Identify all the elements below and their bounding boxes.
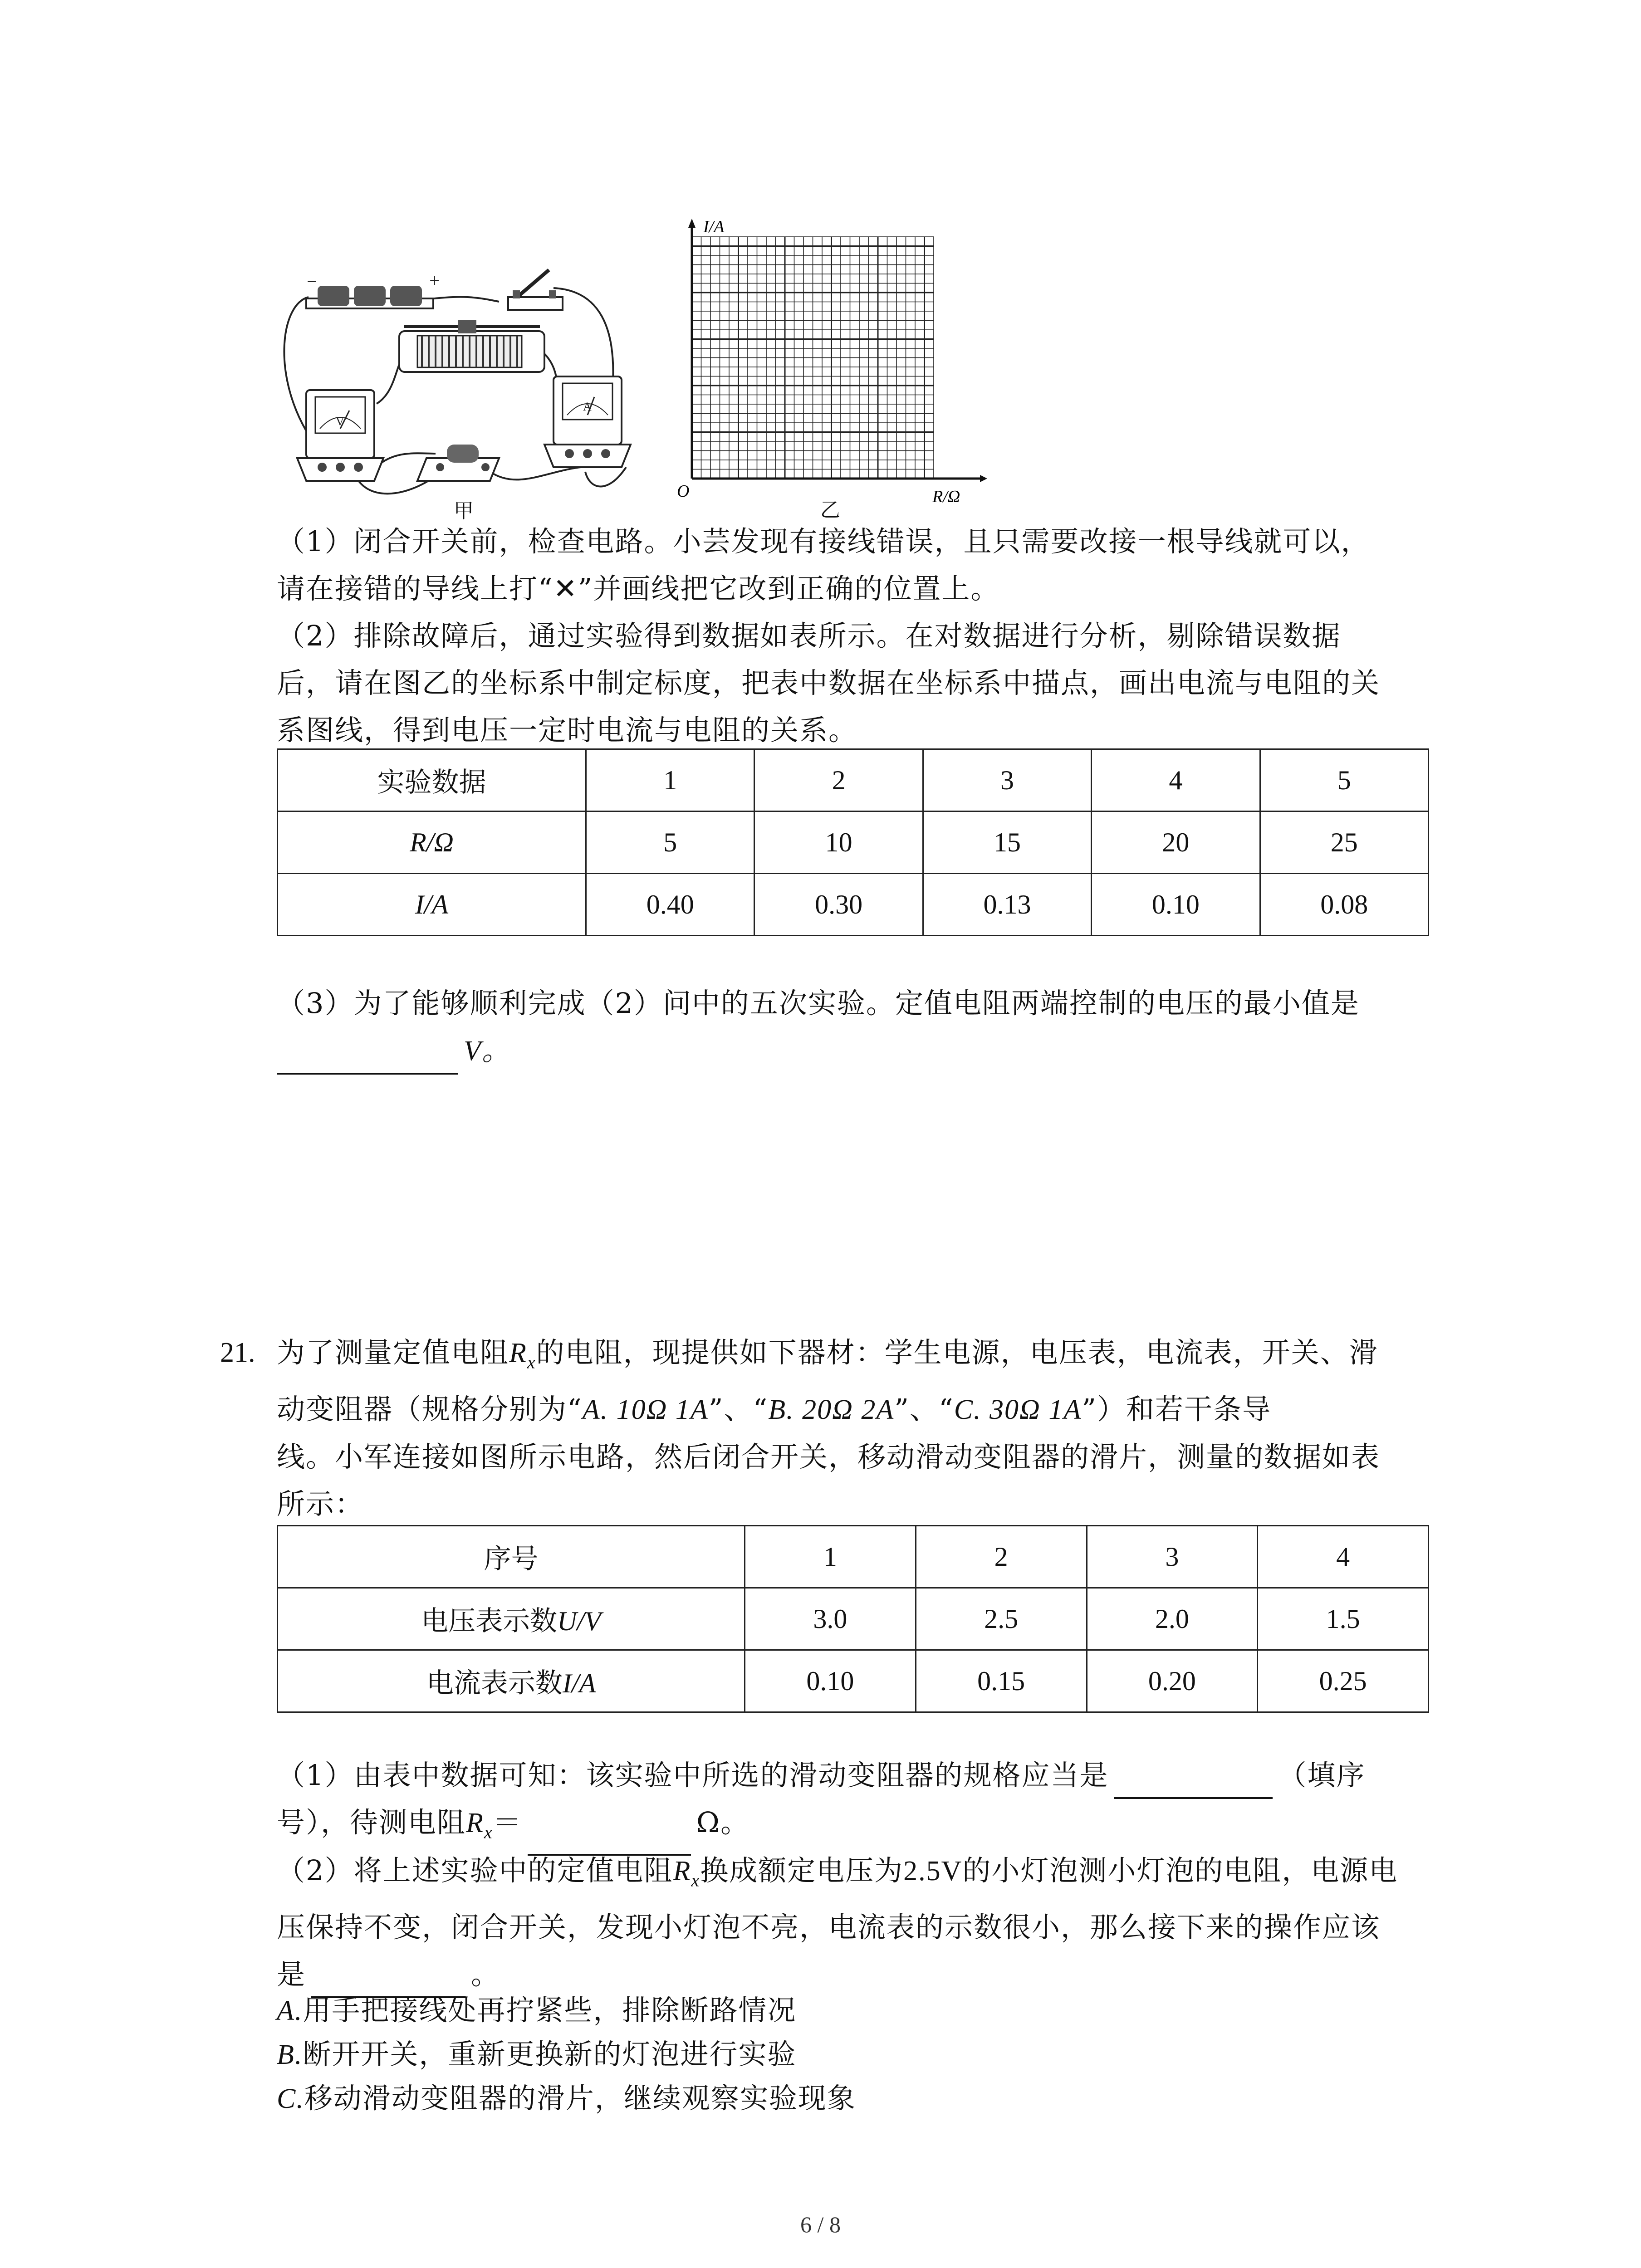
rated-voltage: 2.5V [903,1856,963,1887]
page-number: 6 / 8 [800,2212,841,2237]
x-axis-arrow [980,475,987,482]
q20-part3 [277,980,1443,1075]
q21-part1-text: （1）由表中数据可知：该实验中所选的滑动变阻器的规格应当是 [277,1759,1109,1792]
q21-part2 [277,1847,1443,1998]
circuit-caption: 甲 [454,499,474,523]
table-header-cell: 3 [923,749,1091,811]
table-row-label: I/A [278,874,586,936]
table-cell: 0.10 [1092,874,1260,936]
q20-data-table [277,748,1429,936]
table-header-cell: 序号 [278,1526,745,1588]
table-cell: 5 [586,811,754,874]
rx-symbol: R [509,1338,527,1369]
table-cell: 0.15 [916,1650,1087,1712]
rx-symbol: R [673,1856,691,1887]
table-header-cell: 4 [1092,749,1260,811]
rx-subscript: x [527,1352,536,1373]
grid-lines [692,237,934,479]
table-row [278,1526,1429,1588]
table-header-cell: 2 [916,1526,1087,1588]
q20-part2-line: （2）排除故障后，通过实验得到数据如表所示。在对数据进行分析，剔除错误数据 [277,619,1341,652]
table-header-cell: 3 [1087,1526,1258,1588]
answer-blank-rheostat[interactable] [1114,1765,1273,1799]
graph-caption: 乙 [820,499,840,522]
table-row [278,874,1429,936]
graph-y-label: I/A [703,217,725,236]
q20-part2 [277,612,1443,754]
u-label-text: 电压表示数 [421,1605,558,1637]
u-label-symbol: U/V [557,1606,601,1636]
q20-part3-unit: V。 [464,1036,511,1066]
table-cell: 0.08 [1260,874,1428,936]
option-text: 移动滑动变阻器的滑片，继续观察实验现象 [304,2082,856,2115]
q21-intro-text: ”、“ [708,1393,769,1426]
table-header-cell: 1 [586,749,754,811]
q21-part1-text: ＝ [493,1806,522,1839]
table-cell: 10 [754,811,923,874]
table-cell: 15 [923,811,1091,874]
y-axis-arrow [688,219,696,228]
battery-pack [306,273,440,308]
rheostat-spec-b: B. 20Ω 2A [768,1394,895,1426]
q21-part2-text: 的小灯泡测小灯泡的电阻，电源电 [962,1854,1398,1887]
table-cell: 0.40 [586,874,754,936]
q20-part1-line: （1）闭合开关前，检查电路。小芸发现有接线错误，且只需要改接一根导线就可以， [277,525,1370,558]
voltmeter-letter: V [336,415,344,428]
rx-subscript: x [691,1870,700,1891]
q20-part2-line: 系图线，得到电压一定时电流与电阻的关系。 [277,714,858,747]
table-cell: 0.30 [754,874,923,936]
table-header-cell: 实验数据 [278,749,586,811]
table-cell: 0.25 [1258,1650,1429,1712]
table-cell: 0.20 [1087,1650,1258,1712]
i-label-text: 电流表示数 [426,1667,563,1699]
table-row-label [278,1650,745,1712]
q21-part1-text: Ω。 [696,1806,750,1839]
ammeter-letter: A [583,400,592,413]
table-header-cell: 5 [1260,749,1428,811]
q21-intro-text: 的电阻，现提供如下器材：学生电源，电压表，电流表，开关、滑 [536,1336,1378,1369]
table-row-label: R/Ω [278,811,586,874]
rx-symbol: R [466,1808,484,1838]
option-letter: A. [277,1995,303,2026]
battery-plus-label: + [429,273,441,288]
q20-part3-line: （3）为了能够顺利完成（2）问中的五次实验。定值电阻两端控制的电压的最小值是 [277,987,1360,1020]
q20-part2-line: 后，请在图乙的坐标系中制定标度，把表中数据在坐标系中描点，画出电流与电阻的关 [277,666,1381,699]
q21-intro-text: 所示： [277,1487,364,1521]
graph-x-label: R/Ω [932,487,960,506]
circuit-figure [263,254,671,517]
table-row [278,811,1429,874]
q21-part1-text: （填序 [1278,1759,1366,1792]
table-cell: 2.5 [916,1588,1087,1650]
q20-part1-line: 请在接错的导线上打“✕”并画线把它改到正确的位置上。 [277,572,1000,605]
table-cell: 0.13 [923,874,1091,936]
q21-part1-text: 号），待测电阻 [277,1806,466,1839]
option-text: 断开开关，重新更换新的灯泡进行实验 [303,2038,797,2071]
q21-part2-text: 压保持不变，闭合开关，发现小灯泡不亮，电流表的示数很小，那么接下来的操作应该 [277,1911,1381,1944]
option-b [277,2033,1443,2077]
battery-minus-label: − [306,274,318,289]
rheostat [399,320,544,372]
table-cell: 0.10 [745,1650,916,1712]
switch [508,270,563,310]
table-cell: 3.0 [745,1588,916,1650]
q21-intro-text: ”）和若干条导 [1082,1393,1271,1426]
table-row [278,749,1429,811]
q21-number: 21. [220,1337,255,1368]
q21-data-table [277,1525,1429,1713]
option-text: 用手把接线处再拧紧些，排除断路情况 [303,1994,797,2027]
table-cell: 25 [1260,811,1428,874]
option-a [277,1989,1443,2033]
q21-part1 [277,1752,1443,1856]
rheostat-spec-c: C. 30Ω 1A [954,1394,1082,1426]
q20-part1 [277,518,1443,612]
table-header-cell: 2 [754,749,923,811]
q21-part2-text: 是 [277,1958,306,1991]
option-letter: C. [277,2083,304,2114]
answer-blank-voltage[interactable] [277,1041,458,1075]
graph-grid-figure [667,213,1007,522]
fixed-resistor [417,445,499,481]
q21-intro-text: 线。小军连接如图所示电路，然后闭合开关，移动滑动变阻器的滑片，测量的数据如表 [277,1440,1381,1474]
option-letter: B. [277,2039,303,2070]
table-header-cell: 1 [745,1526,916,1588]
table-header-cell: 4 [1258,1526,1429,1588]
table-cell: 20 [1092,811,1260,874]
q21-part2-text: 。 [471,1958,500,1991]
q21-intro [277,1329,1443,1528]
graph-origin-label: O [677,482,690,501]
q21-intro-text: ”、“ [894,1393,954,1426]
table-cell: 2.0 [1087,1588,1258,1650]
table-row-label [278,1588,745,1650]
ammeter [544,376,631,467]
q21-options [277,1989,1443,2121]
table-row [278,1650,1429,1712]
rheostat-spec-a: A. 10Ω 1A [582,1394,709,1426]
option-c [277,2077,1443,2121]
rx-subscript: x [484,1822,493,1843]
table-row [278,1588,1429,1650]
voltmeter [297,390,383,481]
q21-part2-text: （2）将上述实验中的定值电阻 [277,1854,673,1887]
q21-intro-text: 动变阻器（规格分别为“ [277,1393,583,1426]
q21-part2-text: 换成额定电压为 [700,1854,904,1887]
table-cell: 1.5 [1258,1588,1429,1650]
i-label-symbol: I/A [562,1668,596,1698]
q21-intro-text: 为了测量定值电阻 [277,1336,509,1369]
